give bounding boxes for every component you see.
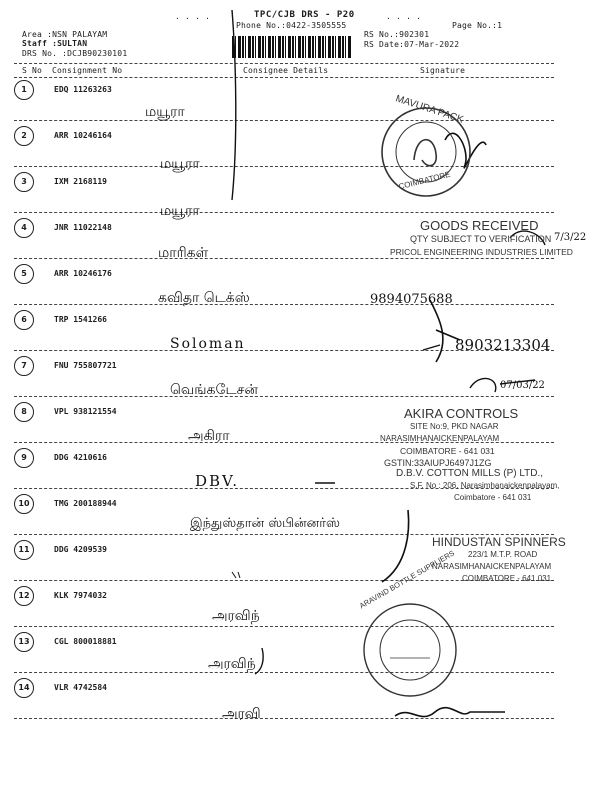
handwriting-row8: வெங்கடேசன் xyxy=(170,382,258,398)
row-number: 11 xyxy=(14,540,34,560)
consignment-number: TRP 1541266 xyxy=(54,315,107,324)
akira-gst: GSTIN:33AIUPJ6497J1ZG xyxy=(384,458,492,468)
page-number: Page No.:1 xyxy=(452,21,503,30)
row-number: 4 xyxy=(14,218,34,238)
date-row4: 7/3/22 xyxy=(554,232,587,243)
consignment-number: TMG 200188944 xyxy=(54,499,117,508)
row-number: 3 xyxy=(14,172,34,192)
col-signature: Signature xyxy=(420,66,466,75)
mavura-name: MAVURA PACK xyxy=(394,93,465,126)
decor-dots-right: . . . . xyxy=(386,12,422,21)
pen-stroke-row11 xyxy=(382,510,409,582)
pen-stroke-row13 xyxy=(255,648,263,674)
handwriting-row2: மயூரா xyxy=(145,104,185,120)
phone-number: Phone No.:0422-3505555 xyxy=(236,21,347,30)
pen-stroke-top xyxy=(232,10,236,200)
hindustan-addr2: NARASIMHANAICKENPALAYAM xyxy=(432,562,552,571)
aravind-name: ARAVIND BOTTLE SUPPLIERS xyxy=(357,548,456,611)
row-number: 7 xyxy=(14,356,34,376)
row-number: 9 xyxy=(14,448,34,468)
staff: Staff :SULTAN xyxy=(22,39,88,48)
handwriting-row4: மயூரா xyxy=(160,203,200,219)
rs-number: RS No.:902301 xyxy=(364,30,430,39)
handwriting-row6: கவிதா டெக்ஸ் xyxy=(158,290,250,306)
row-number: 6 xyxy=(14,310,34,330)
row-number: 10 xyxy=(14,494,34,514)
col-sno: S No xyxy=(22,66,43,75)
goods-received: GOODS RECEIVED xyxy=(420,218,539,233)
hindustan-addr3: COIMBATORE - 641 031. xyxy=(462,574,554,583)
handwriting-row7: Soloman xyxy=(170,336,246,352)
handwriting-row13: அரவிந் xyxy=(212,608,260,624)
tick-row12 xyxy=(232,572,240,578)
col-consignee: Consignee Details xyxy=(243,66,329,75)
consignment-number: VLR 4742584 xyxy=(54,683,107,692)
row-number: 13 xyxy=(14,632,34,652)
consignment-number: IXM 2168119 xyxy=(54,177,107,186)
akira-addr1: SITE No:9, PKD NAGAR xyxy=(410,422,499,431)
dbv-name: D.B.V. COTTON MILLS (P) LTD., xyxy=(396,468,544,479)
signature-row6 xyxy=(430,300,460,362)
signature-row7 xyxy=(423,345,440,350)
row-number: 2 xyxy=(14,126,34,146)
drs-number: DRS No. :DCJB90230101 xyxy=(22,49,128,58)
rs-date: RS Date:07-Mar-2022 xyxy=(364,40,460,49)
dbv-addr1: S.F. No : 206, Narasimhanaickenpalayam, xyxy=(410,481,560,490)
consignment-number: DDG 4210616 xyxy=(54,453,107,462)
handwriting-row3: மயூரா xyxy=(160,156,200,172)
handwriting-row10: DBV. xyxy=(195,472,240,490)
consignment-number: FNU 755807721 xyxy=(54,361,117,370)
dbv-addr2: Coimbatore - 641 031 xyxy=(454,493,532,502)
handwriting-row11: இந்துஸ்தான் ஸ்பின்னர்ஸ் xyxy=(190,516,341,531)
row-number: 12 xyxy=(14,586,34,606)
consignment-number: DDG 4209539 xyxy=(54,545,107,554)
handwriting-row6-phone: 9894075688 xyxy=(370,292,453,307)
signature-row14 xyxy=(395,708,505,717)
pricol-name: PRICOL ENGINEERING INDUSTRIES LIMITED xyxy=(390,247,573,257)
hindustan-addr1: 223/1 M.T.P. ROAD xyxy=(468,550,538,559)
handwriting-row5: மாரிகள் xyxy=(158,245,209,261)
row-number: 5 xyxy=(14,264,34,284)
consignment-number: VPL 938121554 xyxy=(54,407,117,416)
aravind-seal xyxy=(360,600,460,700)
handwriting-row9: அகிரா xyxy=(188,428,230,444)
date-row8: 07/03/22 xyxy=(500,380,545,391)
mavura-city: COIMBATORE xyxy=(397,169,452,192)
akira-name: AKIRA CONTROLS xyxy=(404,406,519,421)
decor-dots: . . . . xyxy=(175,12,211,21)
handwriting-row13b: அரவிந் xyxy=(208,656,256,672)
consignment-number: KLK 7974032 xyxy=(54,591,107,600)
row-number: 14 xyxy=(14,678,34,698)
area: Area :NSN PALAYAM xyxy=(22,30,108,39)
akira-addr3: COIMBATORE - 641 031 xyxy=(400,446,495,456)
handwriting-row14: அரவி xyxy=(222,706,261,722)
hindustan-name: HINDUSTAN SPINNERS xyxy=(432,535,566,549)
consignment-number: EDQ 11263263 xyxy=(54,85,112,94)
handwriting-row7-phone: 8903213304 xyxy=(455,336,551,354)
col-consignment: Consignment No xyxy=(52,66,123,75)
document-title: TPC/CJB DRS - P20 xyxy=(254,10,355,20)
row-number: 8 xyxy=(14,402,34,422)
consignment-number: CGL 800018881 xyxy=(54,637,117,646)
akira-addr2: NARASIMHANAICKENPALAYAM xyxy=(380,434,500,443)
consignment-number: JNR 11022148 xyxy=(54,223,112,232)
consignment-number: ARR 10246176 xyxy=(54,269,112,278)
consignment-number: ARR 10246164 xyxy=(54,131,112,140)
row-number: 1 xyxy=(14,80,34,100)
qty-subject: QTY SUBJECT TO VERIFICATION xyxy=(410,234,552,244)
